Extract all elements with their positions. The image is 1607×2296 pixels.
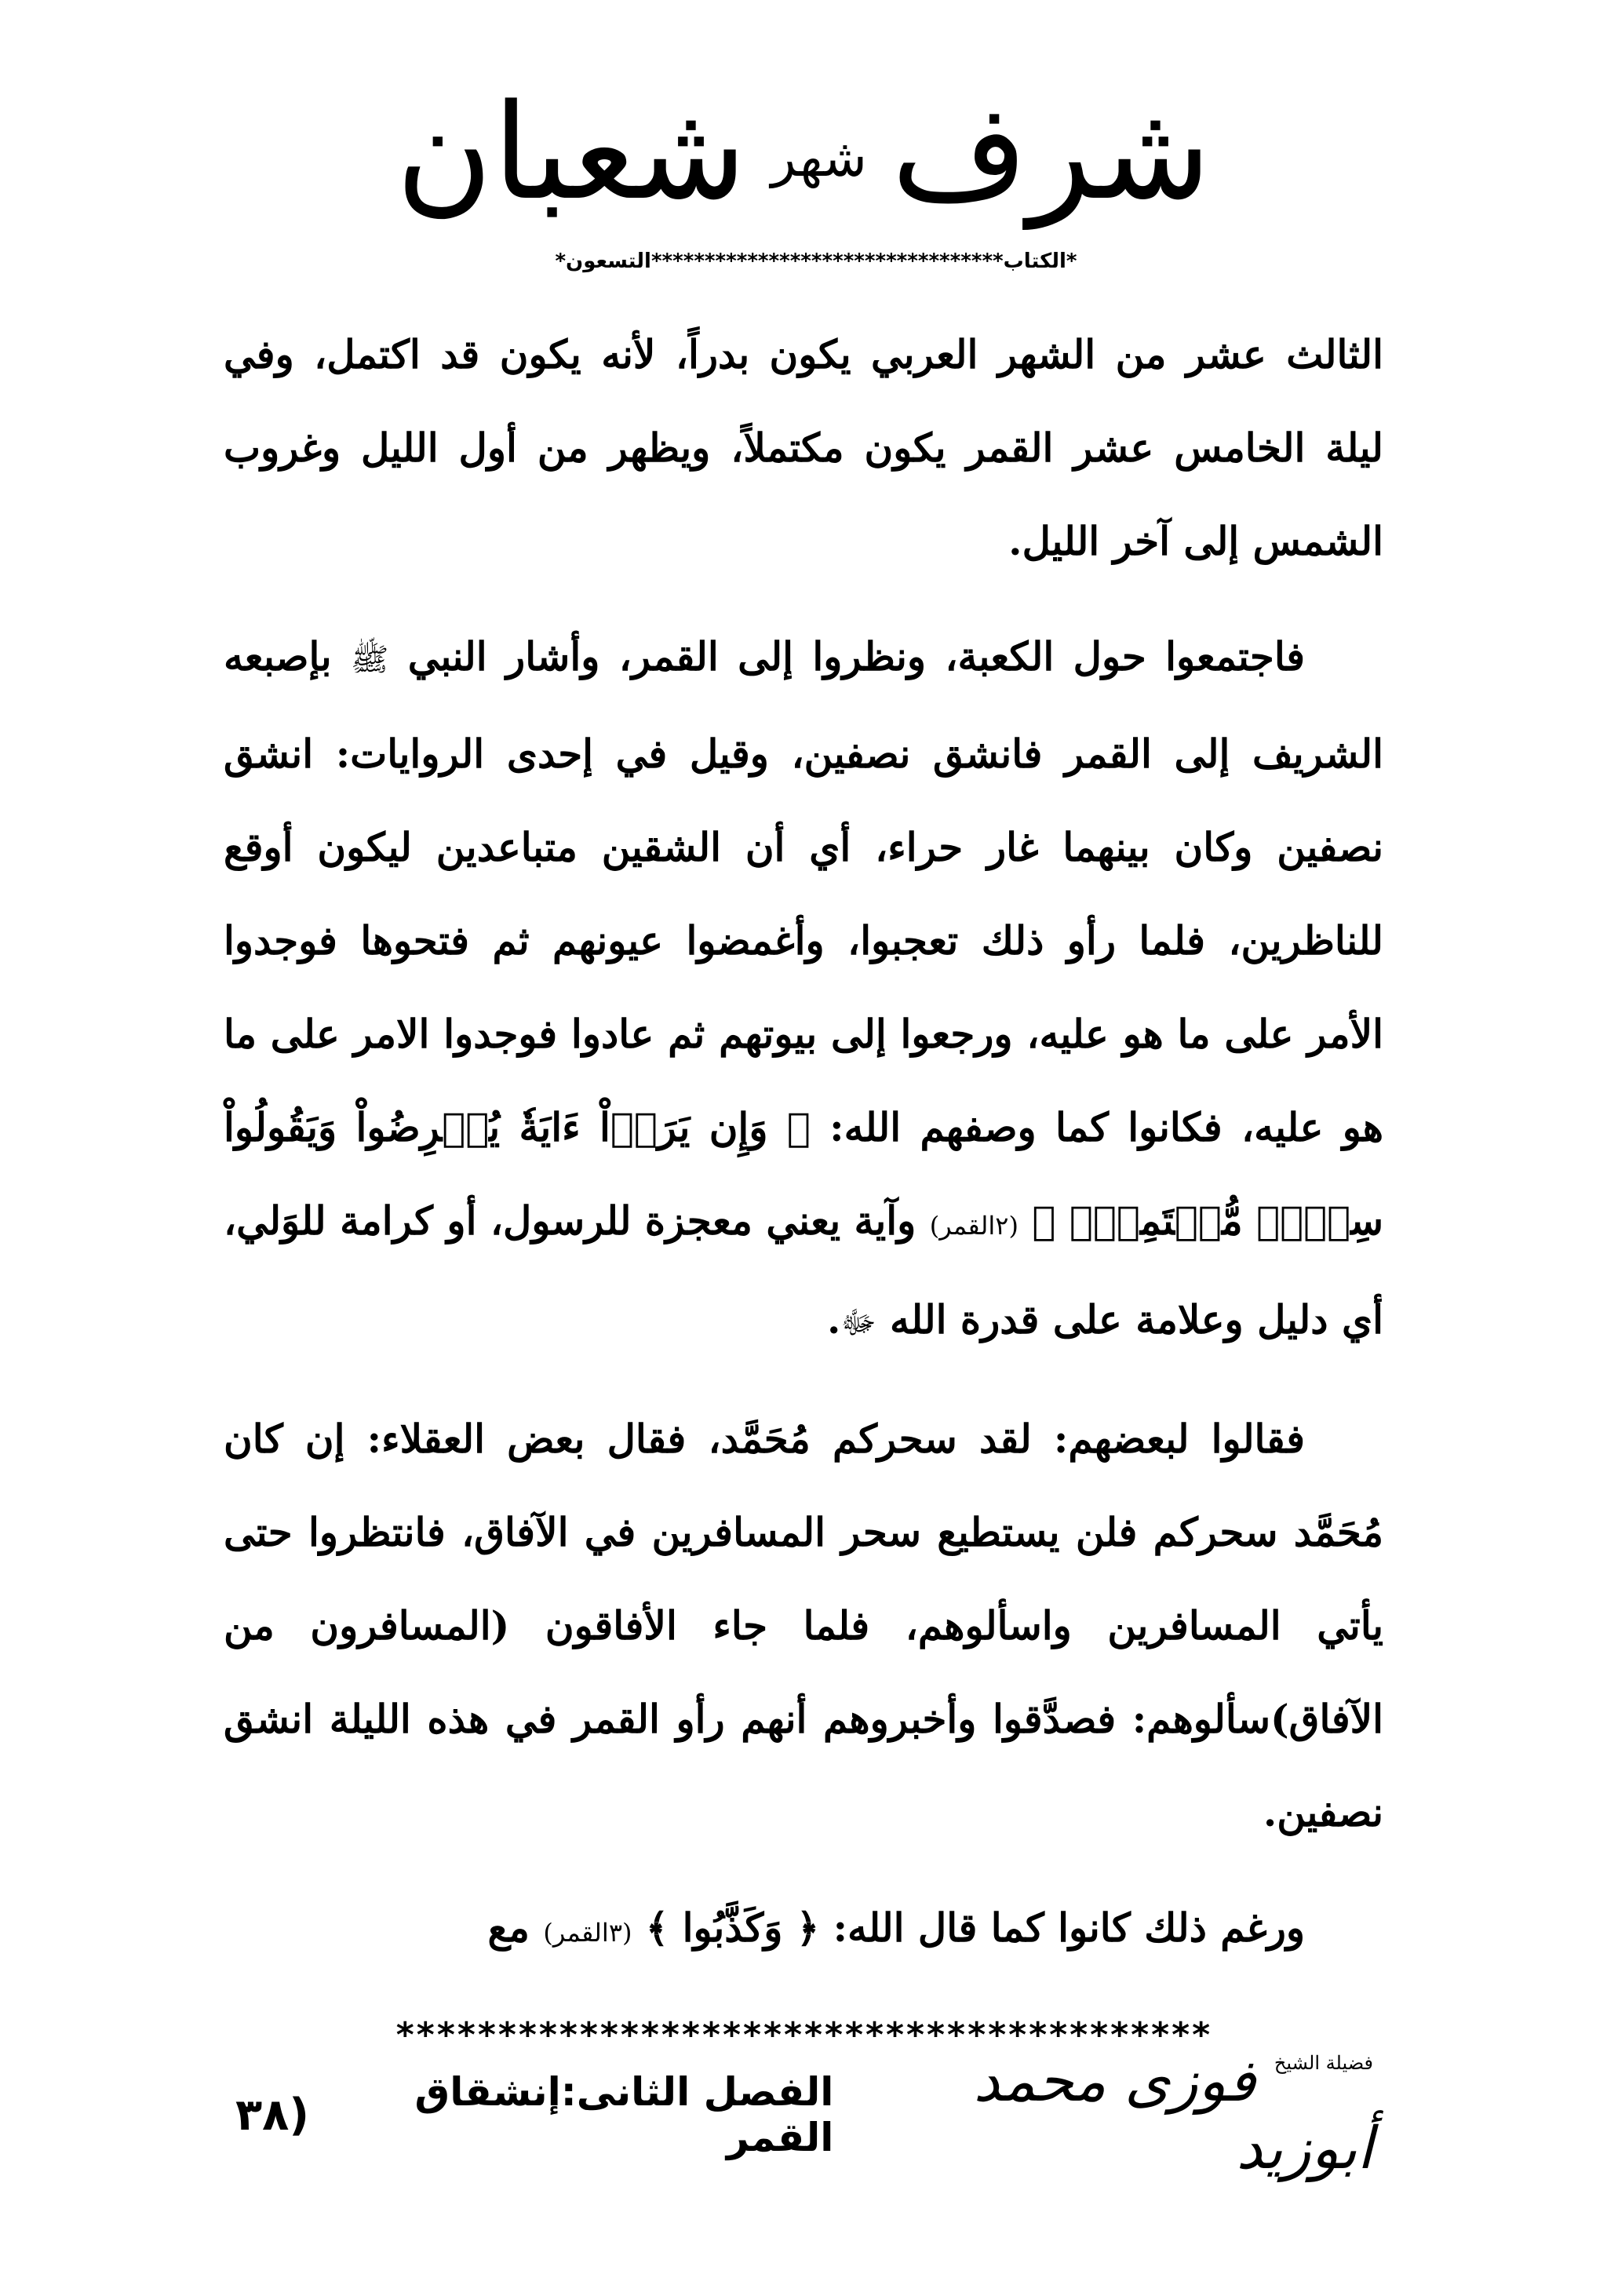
author-signature — [833, 2047, 1373, 2182]
verse-reference: (٢القمر) — [929, 1211, 1018, 1241]
chapter-title: الفصل الثانى:إنشقاق القمر — [414, 2069, 834, 2160]
page-number: (٣٨ — [235, 2089, 309, 2141]
body-text — [224, 308, 1383, 1980]
paragraph-2-end: . — [827, 1296, 841, 1343]
salutation-mark: ﷺ — [351, 642, 389, 678]
paragraph-2-text-b: بإصبعه الشريف إلى القمر فانشق نصفين، وقيل في إحدى الروايات: انشق نصفين وكان بينهما غار حراء، أي أن الشقين متباعدين ليكون أوقع للناظرين، فلما رأو ذلك تعجبوا، وأغمضوا عيونهم ثم فتحوها فوجدوا الأمر على ما هو عليه، ورجعوا إلى بيوتهم ثم عادوا فوجدوا الامر على ما هو عليه، فكانوا كما وصفهم الله: — [224, 633, 1383, 1150]
quran-verse-2: ﴿ وَكَذَّبُوا ﴾ — [645, 1904, 820, 1951]
paragraph-1: الثالث عشر من الشهر العربي يكون بدراً، لأنه يكون قد اكتمل، وفي ليلة الخامس عشر القمر يكون مكتملاً، ويظهر من أول الليل وغروب الشمس إلى آخر الليل. — [224, 331, 1383, 564]
paragraph-2-text-a: فاجتمعوا حول الكعبة، ونظروا إلى القمر، وأشار النبي — [407, 633, 1305, 680]
footer-stars-line: **************************************** — [395, 2015, 1213, 2055]
paragraph-2 — [224, 610, 1383, 1370]
paragraph-4 — [224, 1881, 1383, 1980]
signature-prefix: فضيلة الشيخ — [1274, 2052, 1373, 2074]
glorification-mark: ﷻ — [840, 1305, 876, 1341]
title-word-sharaf: شرف — [891, 75, 1212, 229]
quran-verse: ﴿ وَإِن يَرَوۡاْ ءَايَةٗ يُعۡرِضُواْ وَيَقُولُواْ سِحۡرٞ مُّسۡتَمِرّٞ ﴾ — [224, 1104, 1383, 1244]
header-stars-line: *الكتاب*********************************التسعون* — [555, 250, 1077, 273]
paragraph-3: فقالوا لبعضهم: لقد سحركم مُحَمَّد، فقال بعض العقلاء: إن كان مُحَمَّد سحركم فلن يستطيع سحر المسافرين في الآفاق، فانتظروا حتى يأتي المسافرين واسألوهم، فلما جاء الأفاقون (المسافرون من الآفاق)سألوهم: فصدَّقوا وأخبروهم أنهم رأو القمر في هذه الليلة انشق نصفين. — [224, 1416, 1383, 1835]
paragraph-4-text-b: مع — [487, 1904, 530, 1951]
title-word-shahr: شهر — [771, 128, 867, 188]
page-footer — [235, 2047, 1373, 2182]
book-title — [0, 75, 1607, 229]
signature-name: فوزى محمد أبوزيد — [973, 2047, 1373, 2182]
paragraph-4-text-a: ورغم ذلك كانوا كما قال الله: — [833, 1904, 1305, 1951]
title-word-shaban: شعبان — [395, 75, 747, 229]
paragraph-2-text-c: وآية يعني معجزة للرسول، أو كرامة للوَلي، أي دليل وعلامة على قدرة الله — [224, 1197, 1383, 1343]
verse-reference-2: (٣القمر) — [543, 1918, 632, 1948]
